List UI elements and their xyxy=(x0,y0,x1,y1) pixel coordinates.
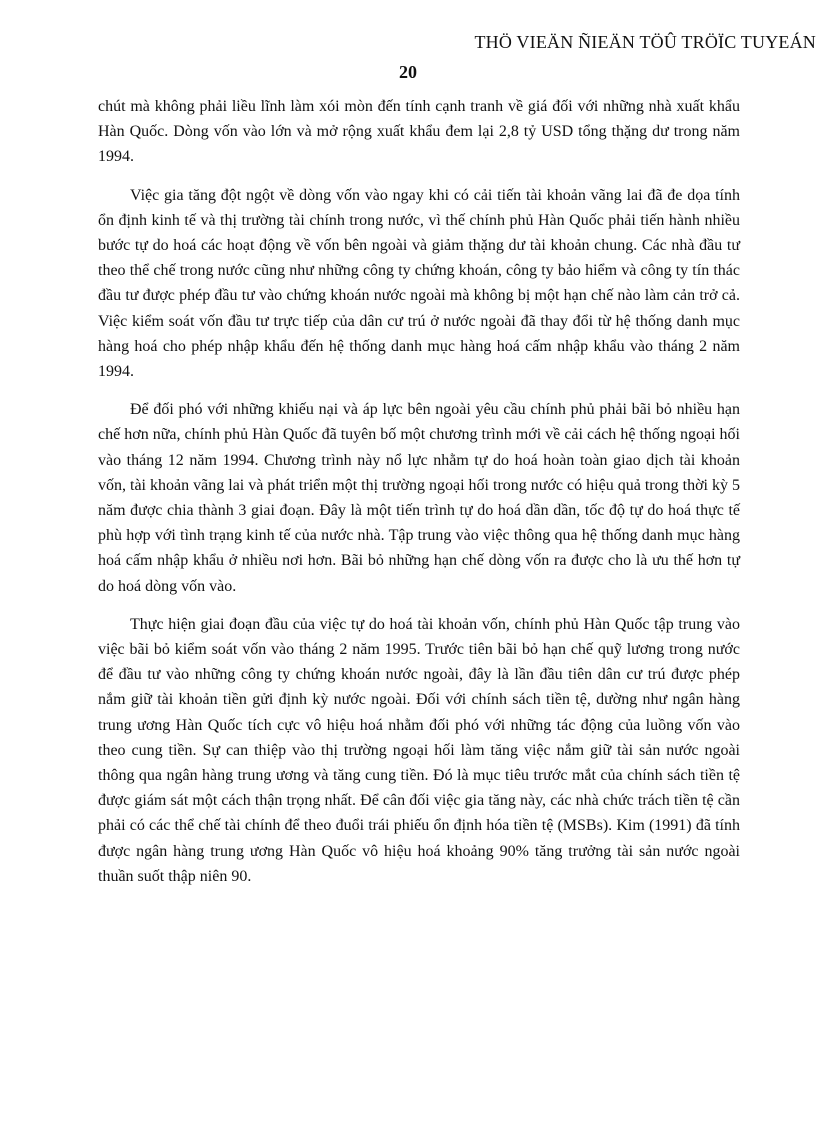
page-number: 20 xyxy=(399,62,417,82)
paragraph: Để đối phó với những khiếu nại và áp lực bên ngoài yêu cầu chính phủ phải bãi bỏ nhiều hạn chế hơn nữa, chính phủ Hàn Quốc đã tuyên bố một chương trình mới về cải cách hệ thống ngoại hối vào tháng 12 năm 1994. Chương trình này nổ lực nhằm tự do hoá hoàn toàn giao dịch tài khoản vốn, tài khoản vãng lai và phát triển một thị trường ngoại hối trong nước có hiệu quả trong thời kỳ 5 năm được chia thành 3 giai đoạn. Đây là một tiến trình tự do hoá dần dần, tốc độ tự do hoá thực tế phù hợp với tình trạng kinh tế của nước nhà. Tập trung vào việc thông qua hệ thống danh mục hàng hoá cấm nhập khẩu ở nhiều nơi hơn. Bãi bỏ những hạn chế dòng vốn ra được cho là ưu thế hơn tự do hoá dòng vốn vào. xyxy=(98,401,740,595)
paragraph: Thực hiện giai đoạn đầu của việc tự do hoá tài khoản vốn, chính phủ Hàn Quốc tập trung vào việc bãi bỏ kiểm soát vốn vào tháng 2 năm 1995. Trước tiên bãi bỏ hạn chế quỹ lương trong nước để đầu tư vào những công ty chứng khoán nước ngoài, đây là lần đầu tiên dân cư trú được phép nắm giữ tài khoản tiền gửi định kỳ nước ngoài. Đối với chính sách tiền tệ, dường như ngân hàng trung ương Hàn Quốc tích cực vô hiệu hoá nhằm đối phó với những tác động của luồng vốn vào theo cung tiền. Sự can thiệp vào thị trường ngoại hối làm tăng việc nắm giữ tài sản nước ngoài thông qua ngân hàng trung ương và tăng cung tiền. Đó là mục tiêu trước mắt của chính sách tiền tệ được giám sát một cách thận trọng nhất. Để cân đối việc gia tăng này, các nhà chức trách tiền tệ cần phải có các thể chế tài chính để theo đuổi trái phiếu ổn định hóa tiền tệ (MSBs). Kim (1991) đã tính được ngân hàng trung ương Hàn Quốc vô hiệu hoá khoảng 90% tăng trưởng tài sản nước ngoài thuần suốt thập niên 90. xyxy=(98,615,740,885)
paragraph-continuation: chút mà không phải liều lĩnh làm xói mòn đến tính cạnh tranh về giá đối với những nhà xuất khẩu Hàn Quốc. Dòng vốn vào lớn và mở rộng xuất khẩu đem lại 2,8 tỷ USD tổng thặng dư trong năm 1994. xyxy=(98,98,740,166)
paragraph: Việc gia tăng đột ngột về dòng vốn vào ngay khi có cải tiến tài khoản vãng lai đã đe dọa tính ổn định kinh tế và thị trường tài chính trong nước, vì thế chính phủ Hàn Quốc phải tiến hành nhiều bước tự do hoá các hoạt động về vốn bên ngoài và giảm thặng dư tài khoản chung. Các nhà đầu tư theo thể chế trong nước cũng như những công ty chứng khoán, công ty bảo hiểm và công ty tín thác đầu tư được phép đầu tư vào chứng khoán nước ngoài mà không bị một hạn chế nào làm cản trở cả. Việc kiểm soát vốn đầu tư trực tiếp của dân cư trú ở nước ngoài đã thay đổi từ hệ thống danh mục hàng hoá cho phép nhập khẩu đến hệ thống danh mục hàng hoá cấm nhập khẩu vào tháng 2 năm 1994. xyxy=(98,186,740,381)
page-header-title: THÖ VIEÄN ÑIEÄN TÖÛ TRÖÏC TUYEÁN xyxy=(474,32,816,52)
document-body xyxy=(98,94,740,902)
